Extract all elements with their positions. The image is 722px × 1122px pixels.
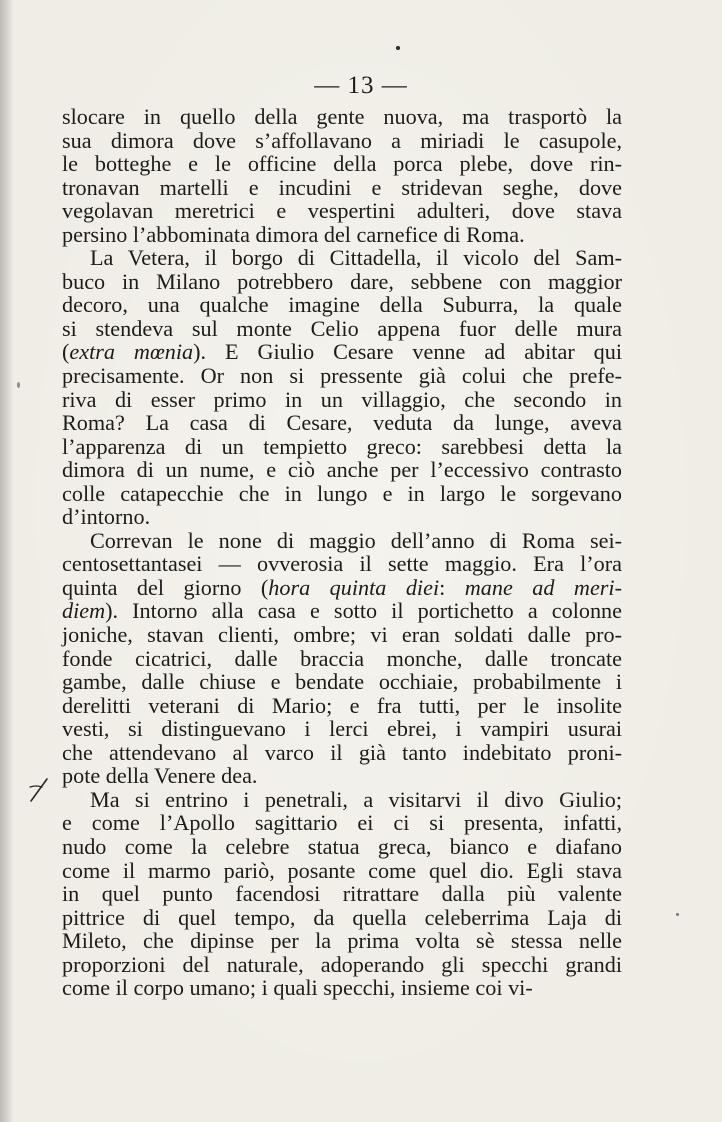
text-line: La Vetera, il borgo di Cittadella, il vicolo del Sam- [90, 245, 622, 271]
text-line: le botteghe e le officine della porca plebe, dove rin- [62, 151, 622, 177]
text-line: pittrice di quel tempo, da quella celeberrima Laja di [62, 904, 622, 930]
text-line: l’apparenza di un tempietto greco: sarebbesi detta la [62, 433, 622, 459]
text-line: in quel punto facendosi ritrattare dalla più valente [62, 881, 622, 907]
text-line: derelitti veterani di Mario; e fra tutti, per le insolite [62, 692, 622, 718]
text-line: d’intorno. [62, 504, 151, 530]
text-line: centosettantasei — ovverosia il sette maggio. Era l’ora [62, 551, 622, 577]
text-line: proporzioni del naturale, adoperando gli specchi grandi [62, 951, 622, 977]
text-line: decoro, una qualche imagine della Suburra, la quale [62, 292, 622, 318]
paper-speck [396, 46, 400, 50]
italic-phrase: extra mœnia [69, 339, 194, 365]
page-number: — 13 — [314, 72, 408, 99]
text-line: tronavan martelli e incudini e stridevan seghe, dove [62, 174, 622, 200]
text-line: riva di esser primo in un villaggio, che secondo in [62, 386, 622, 412]
paragraph [62, 105, 622, 246]
paper-speck [17, 382, 20, 388]
text-line: Mileto, che dipinse per la prima volta sè stessa nelle [62, 928, 622, 954]
text-line: fonde cicatrici, dalle braccia monche, dalle troncate [62, 645, 622, 671]
text-line: buco in Milano potrebbero dare, sebbene con maggior [62, 268, 622, 294]
body-text [62, 105, 622, 1000]
text-line: sua dimora dove s’affollavano a miriadi le casupole, [62, 127, 622, 153]
text-line: dimora di un nume, e ciò anche per l’eccessivo contrasto [62, 457, 622, 483]
text-line: come il corpo umano; i quali specchi, insieme coi vi- [62, 975, 533, 1001]
text-line: come il marmo pariò, posante come quel dio. Egli stava [62, 857, 622, 883]
text-line: quinta del giorno (hora quinta diei: mane ad meri- [62, 574, 622, 600]
italic-phrase: diem [62, 598, 106, 624]
italic-phrase: mane ad meri- [464, 574, 622, 600]
text-line: e come l’Apollo sagittario ei ci si presenta, infatti, [62, 810, 622, 836]
text-line: colle catapecchie che in lungo e in largo le sorgevano [62, 480, 622, 506]
text-line: Ma si entrino i penetrali, a visitarvi il divo Giulio; [90, 786, 622, 812]
text-line: persino l’abbominata dimora del carnefice di Roma. [62, 221, 525, 247]
text-line: joniche, stavan clienti, ombre; vi eran soldati dalle pro- [62, 622, 622, 648]
paragraph [62, 529, 622, 788]
text-line: si stendeva sul monte Celio appena fuor delle mura [62, 315, 622, 341]
text-line: precisamente. Or non si pressente già colui che prefe- [62, 363, 622, 389]
text-line: che attendevano al varco il già tanto indebitato proni- [62, 739, 622, 765]
paper-speck [676, 913, 679, 916]
text-line: Correvan le none di maggio dell’anno di Roma sei- [90, 527, 622, 553]
text-line: vegolavan meretrici e vespertini adulteri, dove stava [62, 198, 622, 224]
gutter-shadow [0, 0, 14, 1122]
paragraph [62, 246, 622, 529]
text-line: Roma? La casa di Cesare, veduta da lunge, aveva [62, 410, 622, 436]
text-line: nudo come la celebre statua greca, bianco e diafano [62, 833, 622, 859]
text-line: slocare in quello della gente nuova, ma trasportò la [62, 104, 622, 129]
text-line: (extra mœnia). E Giulio Cesare venne ad abitar qui [62, 339, 622, 365]
text-line: pote della Venere dea. [62, 763, 258, 789]
pencil-margin-mark-icon [28, 775, 52, 805]
italic-phrase: hora quinta diei [268, 574, 440, 600]
text-line: gambe, dalle chiuse e bendate occhiaie, probabilmente i [62, 669, 622, 695]
text-line: diem). Intorno alla casa e sotto il portichetto a colonne [62, 598, 622, 624]
paragraph [62, 788, 622, 1000]
text-line: vesti, si distinguevano i lerci ebrei, i vampiri usurai [62, 716, 622, 742]
